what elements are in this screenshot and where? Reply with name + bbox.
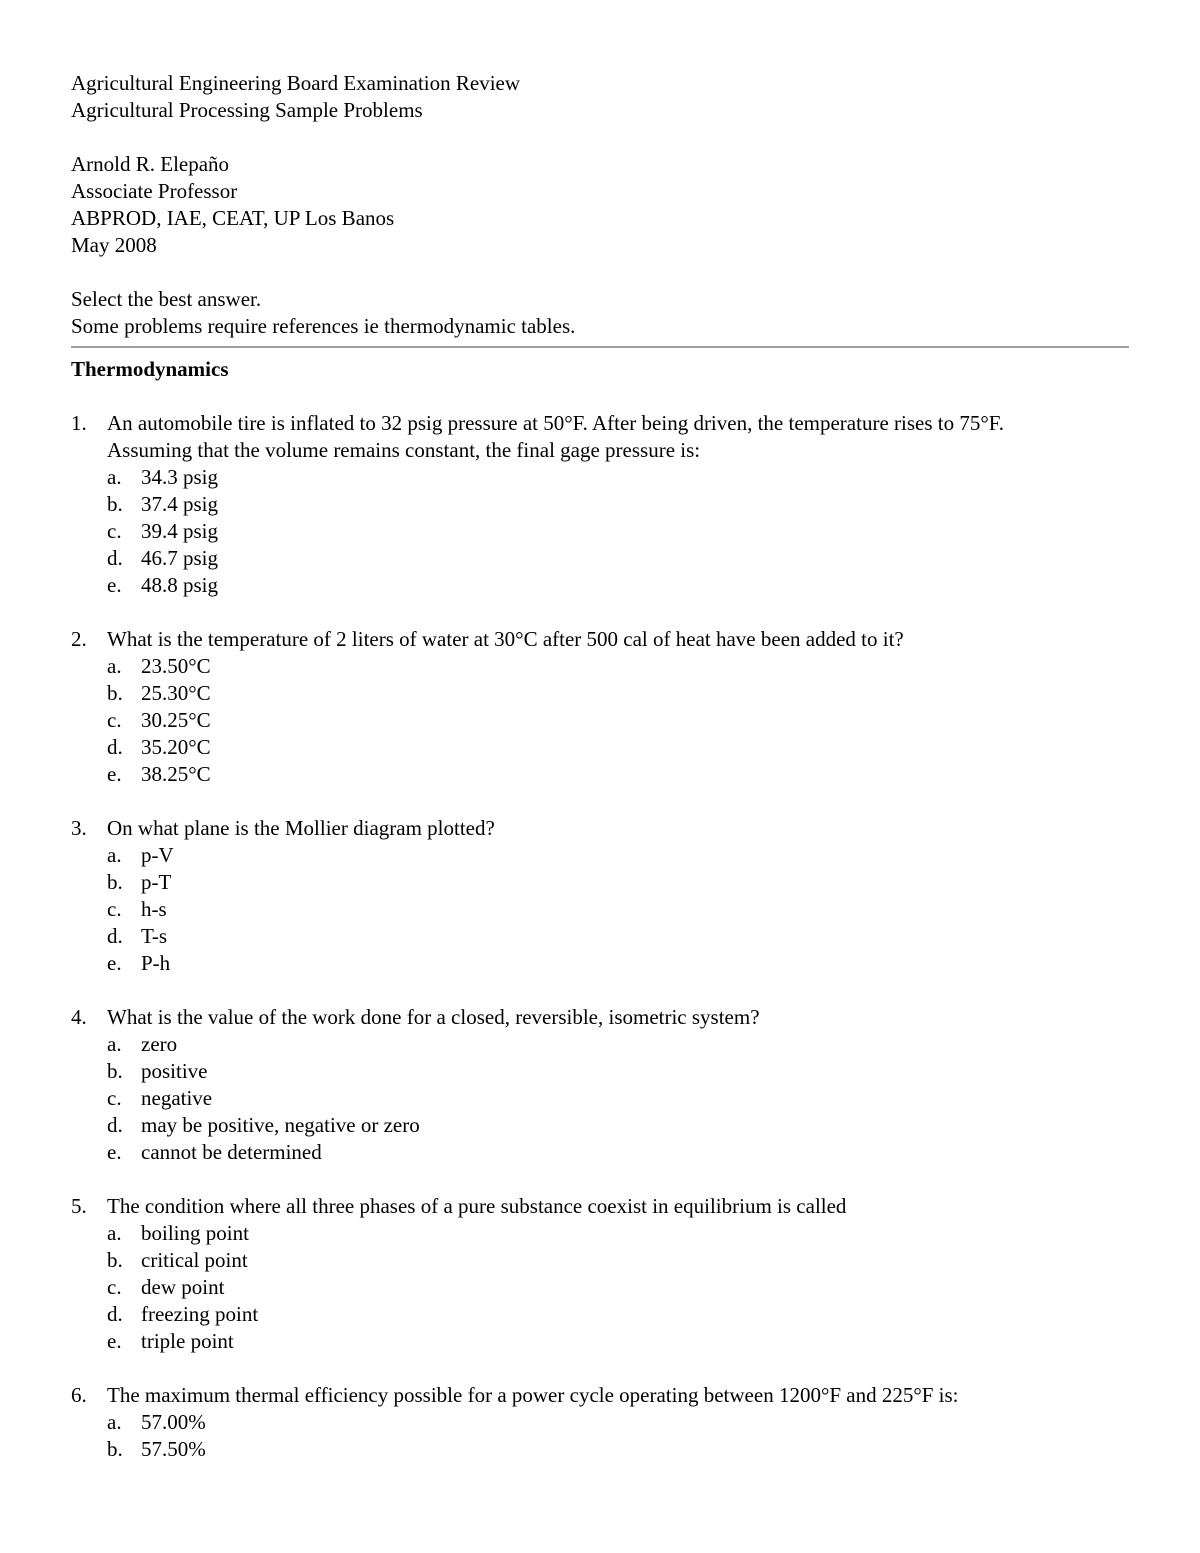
- choice-letter: e.: [107, 1329, 122, 1353]
- choice-text: critical point: [141, 1248, 248, 1272]
- choice-list: [71, 1031, 1131, 1166]
- choice-item: [107, 680, 1131, 707]
- choice-item: [107, 950, 1131, 977]
- header-subtitle: Agricultural Processing Sample Problems: [71, 98, 423, 122]
- question-text: What is the value of the work done for a closed, reversible, isometric system?: [107, 1005, 760, 1029]
- choice-letter: d.: [107, 924, 123, 948]
- choice-text: 34.3 psig: [141, 465, 219, 489]
- question-number: 2.: [71, 627, 87, 651]
- choice-letter: d.: [107, 1113, 123, 1137]
- choice-text: boiling point: [141, 1221, 249, 1245]
- choice-letter: d.: [107, 735, 123, 759]
- question-2: [71, 626, 1131, 788]
- question-number: 6.: [71, 1383, 87, 1407]
- question-number: 3.: [71, 816, 87, 840]
- choice-item: [107, 1031, 1131, 1058]
- choice-list: [71, 1409, 1131, 1463]
- choice-letter: b.: [107, 492, 123, 516]
- instruction-line-2: Some problems require references ie thermodynamic tables.: [71, 314, 576, 338]
- choice-text: 57.50%: [141, 1437, 206, 1461]
- choice-letter: a.: [107, 654, 122, 678]
- question-text-continued: Assuming that the volume remains constant, the final gage pressure is:: [107, 438, 701, 462]
- choice-letter: c.: [107, 1275, 122, 1299]
- question-text: The condition where all three phases of a pure substance coexist in equilibrium is called: [107, 1194, 847, 1218]
- choice-item: [107, 869, 1131, 896]
- choice-letter: a.: [107, 1221, 122, 1245]
- choice-item: [107, 1436, 1131, 1463]
- choice-item: [107, 1409, 1131, 1436]
- question-4: [71, 1004, 1131, 1166]
- choice-item: [107, 1112, 1131, 1139]
- author-position: Associate Professor: [71, 179, 238, 203]
- choice-text: T-s: [141, 924, 168, 948]
- choice-letter: a.: [107, 465, 122, 489]
- choice-text: 35.20°C: [141, 735, 211, 759]
- choice-item: [107, 761, 1131, 788]
- choice-list: [71, 464, 1131, 599]
- choice-item: [107, 1220, 1131, 1247]
- choice-text: cannot be determined: [141, 1140, 322, 1164]
- choice-text: negative: [141, 1086, 213, 1110]
- choice-text: 57.00%: [141, 1410, 206, 1434]
- choice-letter: b.: [107, 1059, 123, 1083]
- choice-text: 48.8 psig: [141, 573, 219, 597]
- choice-letter: c.: [107, 708, 122, 732]
- choice-text: dew point: [141, 1275, 225, 1299]
- choice-text: 23.50°C: [141, 654, 211, 678]
- choice-item: [107, 491, 1131, 518]
- choice-text: freezing point: [141, 1302, 259, 1326]
- choice-letter: d.: [107, 546, 123, 570]
- question-text: What is the temperature of 2 liters of water at 30°C after 500 cal of heat have been added to it?: [107, 627, 904, 651]
- choice-text: p-V: [141, 843, 174, 867]
- choice-text: h-s: [141, 897, 167, 921]
- question-3: [71, 815, 1131, 977]
- choice-letter: c.: [107, 519, 122, 543]
- choice-text: 46.7 psig: [141, 546, 219, 570]
- choice-letter: a.: [107, 843, 122, 867]
- choice-item: [107, 734, 1131, 761]
- instruction-line-1: Select the best answer.: [71, 287, 262, 311]
- choice-text: triple point: [141, 1329, 234, 1353]
- question-5: [71, 1193, 1131, 1355]
- document-page: [71, 70, 1131, 1463]
- question-text: The maximum thermal efficiency possible for a power cycle operating between 1200°F and 225°F is:: [107, 1383, 959, 1407]
- choice-text: zero: [141, 1032, 178, 1056]
- choice-item: [107, 572, 1131, 599]
- choice-text: P-h: [141, 951, 171, 975]
- choice-item: [107, 1247, 1131, 1274]
- choice-letter: b.: [107, 1437, 123, 1461]
- document-date: May 2008: [71, 233, 157, 257]
- question-number: 4.: [71, 1005, 87, 1029]
- choice-list: [71, 653, 1131, 788]
- choice-item: [107, 464, 1131, 491]
- horizontal-divider: [71, 346, 1129, 348]
- question-text: An automobile tire is inflated to 32 psig pressure at 50°F. After being driven, the temperature rises to 75°F.: [107, 411, 1004, 435]
- choice-letter: c.: [107, 1086, 122, 1110]
- choice-letter: c.: [107, 897, 122, 921]
- choice-text: 25.30°C: [141, 681, 211, 705]
- choice-item: [107, 518, 1131, 545]
- choice-letter: b.: [107, 681, 123, 705]
- header-title: Agricultural Engineering Board Examination Review: [71, 71, 521, 95]
- choice-item: [107, 1328, 1131, 1355]
- choice-item: [107, 1301, 1131, 1328]
- choice-letter: b.: [107, 1248, 123, 1272]
- choice-list: [71, 1220, 1131, 1355]
- question-6: [71, 1382, 1131, 1463]
- choice-item: [107, 896, 1131, 923]
- choice-letter: a.: [107, 1032, 122, 1056]
- choice-item: [107, 653, 1131, 680]
- choice-text: positive: [141, 1059, 208, 1083]
- choice-list: [71, 842, 1131, 977]
- choice-letter: e.: [107, 573, 122, 597]
- choice-text: may be positive, negative or zero: [141, 1113, 420, 1137]
- choice-item: [107, 923, 1131, 950]
- choice-item: [107, 1139, 1131, 1166]
- choice-text: 39.4 psig: [141, 519, 219, 543]
- choice-item: [107, 1085, 1131, 1112]
- choice-item: [107, 1058, 1131, 1085]
- choice-item: [107, 707, 1131, 734]
- choice-item: [107, 545, 1131, 572]
- section-title: Thermodynamics: [71, 357, 229, 381]
- question-text: On what plane is the Mollier diagram plotted?: [107, 816, 495, 840]
- choice-letter: e.: [107, 1140, 122, 1164]
- choice-text: 37.4 psig: [141, 492, 219, 516]
- question-number: 1.: [71, 411, 87, 435]
- header-block: [71, 70, 1131, 340]
- author-name: Arnold R. Elepaño: [71, 152, 230, 176]
- choice-item: [107, 1274, 1131, 1301]
- choice-letter: e.: [107, 762, 122, 786]
- choice-item: [107, 842, 1131, 869]
- choice-letter: a.: [107, 1410, 122, 1434]
- author-affiliation: ABPROD, IAE, CEAT, UP Los Banos: [71, 206, 395, 230]
- choice-letter: d.: [107, 1302, 123, 1326]
- question-1: [71, 410, 1131, 599]
- choice-text: p-T: [141, 870, 172, 894]
- choice-letter: b.: [107, 870, 123, 894]
- choice-text: 30.25°C: [141, 708, 211, 732]
- choice-letter: e.: [107, 951, 122, 975]
- question-number: 5.: [71, 1194, 87, 1218]
- choice-text: 38.25°C: [141, 762, 211, 786]
